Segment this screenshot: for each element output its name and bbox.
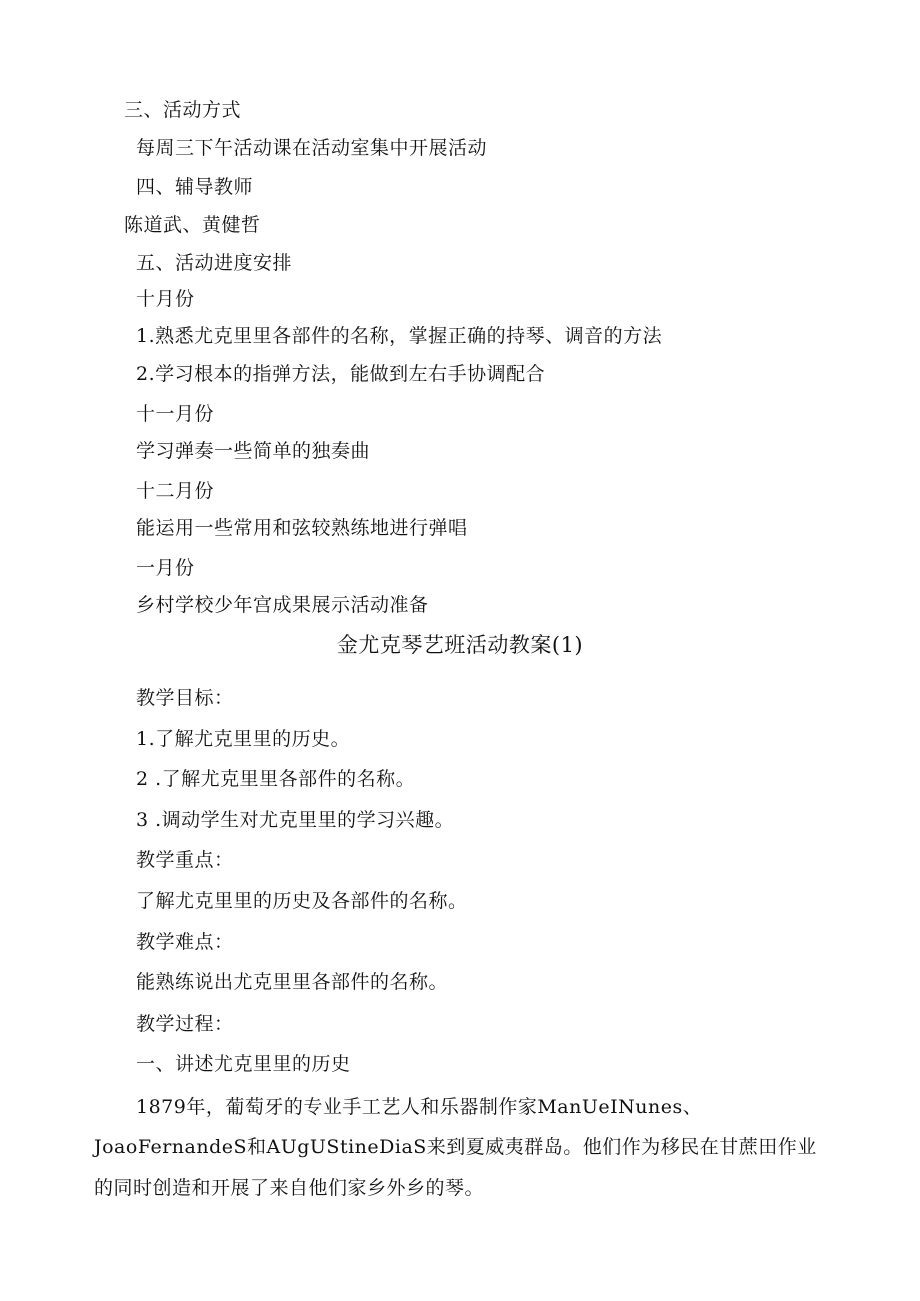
december-text: 能运用一些常用和弦较熟练地进行弹唱: [136, 517, 468, 539]
key-points-text: 了解尤克里里的历史及各部件的名称。: [136, 890, 468, 912]
heading-schedule: 五、活动进度安排: [136, 252, 293, 274]
difficulty-text: 能熟练说出尤克里里各部件的名称。: [136, 971, 449, 993]
difficulty-label: 教学难点：: [136, 931, 234, 953]
process-step-1: 一、讲述尤克里里的历史: [136, 1053, 351, 1075]
objective-2: 2 .了解尤克里里各部件的名称。: [136, 768, 416, 790]
october-item-1: 1.熟悉尤克里里各部件的名称，掌握正确的持琴、调音的方法: [136, 325, 663, 347]
objectives-label: 教学目标：: [136, 687, 234, 709]
october-item-2: 2.学习根本的指弹方法，能做到左右手协调配合: [136, 363, 546, 385]
key-points-label: 教学重点：: [136, 849, 234, 871]
objective-3: 3 .调动学生对尤克里里的学习兴趣。: [136, 809, 455, 831]
heading-instructors: 四、辅导教师: [136, 176, 254, 198]
january-text: 乡村学校少年宫成果展示活动准备: [136, 594, 429, 616]
instructors-text: 陈道武、黄健哲: [124, 214, 261, 236]
month-november: 十一月份: [136, 403, 215, 425]
heading-activity-method: 三、活动方式: [124, 99, 242, 121]
month-october: 十月份: [136, 288, 195, 310]
month-december: 十二月份: [136, 480, 215, 502]
month-january: 一月份: [136, 557, 195, 579]
history-line-3: 的同时创造和开展了来自他们家乡外乡的琴。: [94, 1177, 485, 1199]
history-line-1: 1879年，葡萄牙的专业手工艺人和乐器制作家ManUeINunes、: [136, 1096, 703, 1118]
lesson-title: 金尤克琴艺班活动教案(1): [336, 633, 584, 657]
activity-method-text: 每周三下午活动课在活动室集中开展活动: [136, 137, 488, 159]
process-label: 教学过程：: [136, 1013, 234, 1035]
history-line-2: JoaoFernandeS和AUgUStineDiaS来到夏威夷群岛。他们作为移民在甘蔗田作业: [94, 1136, 817, 1158]
objective-1: 1.了解尤克里里的历史。: [136, 728, 351, 750]
november-text: 学习弹奏一些简单的独奏曲: [136, 440, 371, 462]
